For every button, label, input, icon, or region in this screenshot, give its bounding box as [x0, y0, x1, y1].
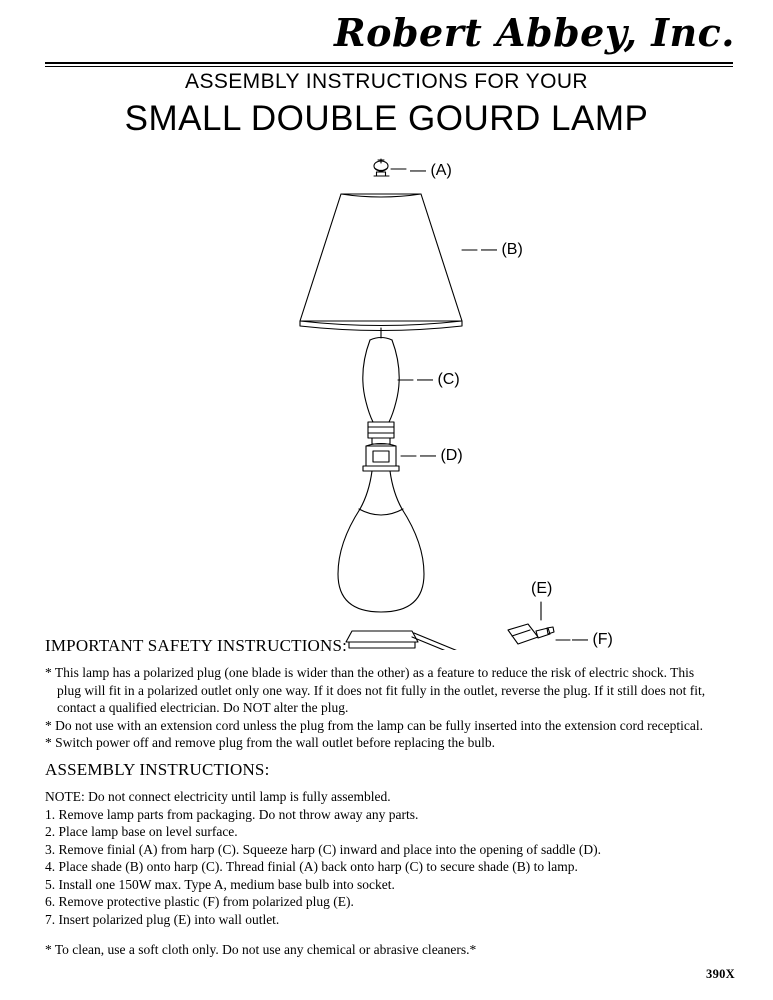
brand-logo: Robert Abbey, Inc.	[334, 10, 735, 55]
header-divider	[45, 62, 733, 64]
safety-section	[45, 636, 735, 753]
lamp-illustration	[0, 150, 773, 650]
assembly-heading: ASSEMBLY INSTRUCTIONS:	[45, 760, 270, 779]
cleaning-note: * To clean, use a soft cloth only. Do not use any chemical or abrasive cleaners.*	[45, 942, 477, 957]
safety-item: * This lamp has a polarized plug (one blade is wider than the other) as a feature to reduce the risk of electric shock. This	[45, 665, 695, 680]
assembly-step: 4. Place shade (B) onto harp (C). Thread finial (A) back onto harp (C) to secure shade (B) to lamp.	[45, 859, 578, 874]
page-subtitle: ASSEMBLY INSTRUCTIONS FOR YOUR	[185, 70, 588, 93]
lamp-body-shape	[338, 471, 424, 648]
assembly-step: 1. Remove lamp parts from packaging. Do not throw away any parts.	[45, 806, 419, 822]
assembly-step: 3. Remove finial (A) from harp (C). Squeeze harp (C) inward and place into the opening of saddle (D).	[45, 841, 601, 857]
callout-a: — (A)	[410, 162, 452, 179]
page-title: SMALL DOUBLE GOURD LAMP	[124, 99, 649, 138]
callout-d: — (D)	[420, 447, 463, 464]
safety-heading: IMPORTANT SAFETY INSTRUCTIONS:	[45, 636, 348, 655]
assembly-step: 5. Install one 150W max. Type A, medium base bulb into socket.	[45, 876, 395, 892]
safety-item: contact a qualified electrician. Do NOT alter the plug.	[57, 700, 349, 715]
safety-item: plug will fit in a polarized outlet only one way. If it does not fit fully in the outlet, reverse the plug. If it still does not fit,	[57, 682, 706, 698]
assembly-step: 2. Place lamp base on level surface.	[45, 824, 238, 839]
assembly-step: 6. Remove protective plastic (F) from polarized plug (E).	[45, 894, 354, 909]
callout-e: (E)	[531, 580, 553, 597]
callout-f: — (F)	[572, 631, 613, 648]
assembly-section	[45, 760, 735, 929]
lamp-diagram	[0, 150, 773, 650]
callout-b: — (B)	[481, 241, 523, 258]
saddle-shape	[363, 444, 399, 472]
safety-item: * Do not use with an extension cord unless the plug from the lamp can be fully inserted into the extension cord receptical.	[45, 717, 703, 733]
safety-item: * Switch power off and remove plug from the wall outlet before replacing the bulb.	[45, 735, 495, 750]
assembly-step: 7. Insert polarized plug (E) into wall outlet.	[45, 911, 280, 927]
assembly-note: NOTE: Do not connect electricity until lamp is fully assembled.	[45, 789, 391, 804]
finial-shape	[374, 159, 389, 176]
shade-shape	[300, 194, 462, 331]
document-code: 390X	[706, 967, 735, 981]
callout-c: — (C)	[417, 371, 460, 388]
harp-shape	[363, 328, 399, 444]
